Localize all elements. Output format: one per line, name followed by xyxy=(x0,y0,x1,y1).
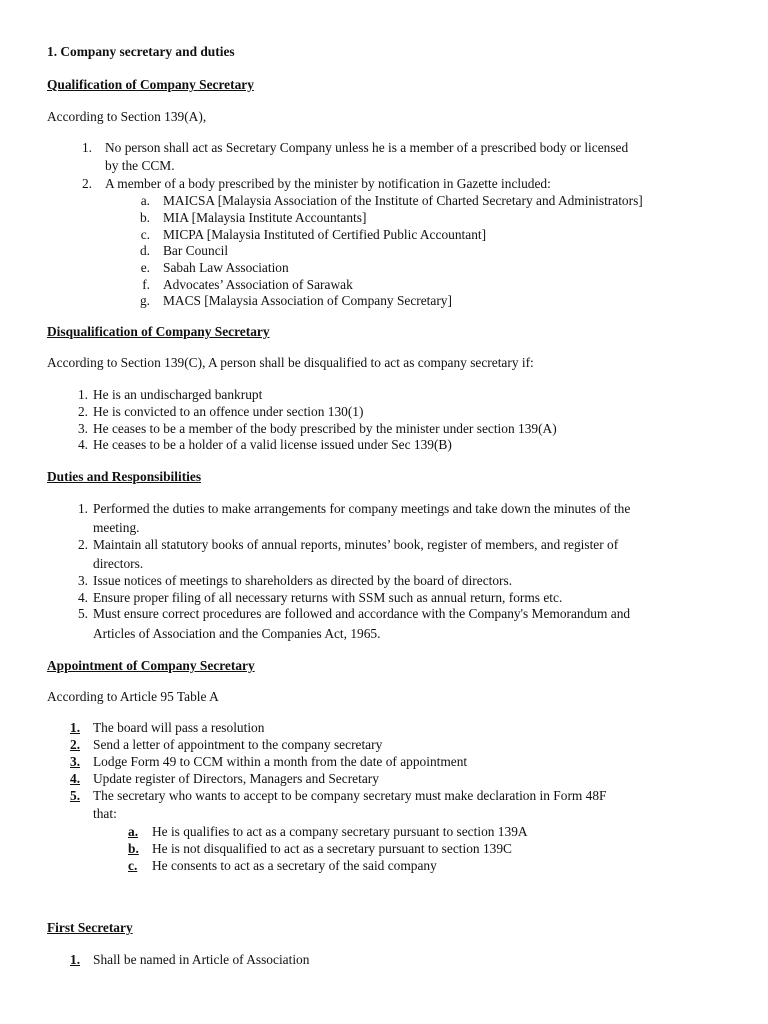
sub-list-letter: g. xyxy=(139,293,150,308)
list-text: The board will pass a resolution xyxy=(93,720,265,735)
list-text-cont: meeting. xyxy=(93,520,140,535)
list-text-cont: Articles of Association and the Companies Act, 1965. xyxy=(93,626,381,641)
list-number: 1. xyxy=(70,720,81,735)
sub-list-letter: b. xyxy=(128,841,139,856)
list-text: He is an undischarged bankrupt xyxy=(93,387,263,402)
section-heading-qualification: Qualification of Company Secretary xyxy=(47,77,254,92)
section-heading-disqualification: Disqualification of Company Secretary xyxy=(47,324,270,339)
list-text: Shall be named in Article of Association xyxy=(93,952,310,967)
list-number: 1. xyxy=(70,952,81,967)
list-number: 4. xyxy=(70,771,81,786)
sub-list-letter: c. xyxy=(140,227,150,242)
list-number: 2. xyxy=(77,537,88,552)
sub-list-letter: a. xyxy=(128,824,139,839)
list-text-cont: by the CCM. xyxy=(105,158,175,173)
list-number: 5. xyxy=(70,788,81,803)
document-title: 1. Company secretary and duties xyxy=(47,44,235,59)
sub-list-letter: a. xyxy=(140,193,150,208)
list-number: 3. xyxy=(77,421,88,436)
list-text: Ensure proper filing of all necessary returns with SSM such as annual return, forms etc. xyxy=(93,590,563,605)
list-text: He ceases to be a member of the body prescribed by the minister under section 139(A) xyxy=(93,421,557,436)
sub-list-text: Sabah Law Association xyxy=(163,260,289,275)
sub-list-text: Bar Council xyxy=(163,243,229,258)
list-text: Must ensure correct procedures are followed and accordance with the Company's Memorandum and xyxy=(93,606,631,621)
section-heading-first-secretary: First Secretary xyxy=(47,920,133,935)
sub-list-text: He consents to act as a secretary of the said company xyxy=(152,858,437,873)
sub-list-letter: e. xyxy=(140,260,150,275)
list-number: 3. xyxy=(77,573,88,588)
list-text: A member of a body prescribed by the minister by notification in Gazette included: xyxy=(105,176,551,191)
list-number: 2. xyxy=(81,176,92,191)
section-heading-duties: Duties and Responsibilities xyxy=(47,469,202,484)
sub-list-text: MICPA [Malaysia Instituted of Certified Public Accountant] xyxy=(163,227,487,242)
sub-list-letter: f. xyxy=(142,277,150,292)
sub-list-text: MIA [Malaysia Institute Accountants] xyxy=(163,210,367,225)
list-number: 4. xyxy=(77,437,88,452)
list-text: He ceases to be a holder of a valid license issued under Sec 139(B) xyxy=(93,437,452,452)
list-number: 3. xyxy=(70,754,81,769)
list-number: 1. xyxy=(77,387,88,402)
list-text: Maintain all statutory books of annual reports, minutes’ book, register of members, and register of xyxy=(93,537,619,552)
list-text: He is convicted to an offence under section 130(1) xyxy=(93,404,364,419)
list-text: Issue notices of meetings to shareholders as directed by the board of directors. xyxy=(93,573,513,588)
appointment-intro: According to Article 95 Table A xyxy=(47,689,219,704)
qualification-intro: According to Section 139(A), xyxy=(47,109,207,124)
list-text-cont: that: xyxy=(93,806,117,821)
list-number: 1. xyxy=(77,501,88,516)
sub-list-letter: d. xyxy=(139,243,150,258)
section-heading-appointment: Appointment of Company Secretary xyxy=(47,658,255,673)
sub-list-letter: b. xyxy=(139,210,150,225)
list-text: Update register of Directors, Managers and Secretary xyxy=(93,771,379,786)
sub-list-text: He is qualifies to act as a company secretary pursuant to section 139A xyxy=(152,824,528,839)
list-text-cont: directors. xyxy=(93,556,144,571)
list-number: 5. xyxy=(77,606,88,621)
list-text: Lodge Form 49 to CCM within a month from the date of appointment xyxy=(93,754,468,769)
list-number: 2. xyxy=(70,737,81,752)
disqualification-intro: According to Section 139(C), A person shall be disqualified to act as company secretary if: xyxy=(47,355,534,370)
sub-list-text: MAICSA [Malaysia Association of the Institute of Charted Secretary and Administrators] xyxy=(163,193,643,208)
list-number: 2. xyxy=(77,404,88,419)
list-number: 1. xyxy=(81,140,92,155)
sub-list-text: MACS [Malaysia Association of Company Secretary] xyxy=(163,293,452,308)
sub-list-text: Advocates’ Association of Sarawak xyxy=(163,277,353,292)
list-text: Performed the duties to make arrangements for company meetings and take down the minutes of the xyxy=(93,501,631,516)
list-text: Send a letter of appointment to the company secretary xyxy=(93,737,383,752)
list-number: 4. xyxy=(77,590,88,605)
sub-list-text: He is not disqualified to act as a secretary pursuant to section 139C xyxy=(152,841,512,856)
list-text: The secretary who wants to accept to be company secretary must make declaration in Form 48F xyxy=(93,788,607,803)
sub-list-letter: c. xyxy=(128,858,138,873)
list-text: No person shall act as Secretary Company unless he is a member of a prescribed body or licensed xyxy=(105,140,629,155)
